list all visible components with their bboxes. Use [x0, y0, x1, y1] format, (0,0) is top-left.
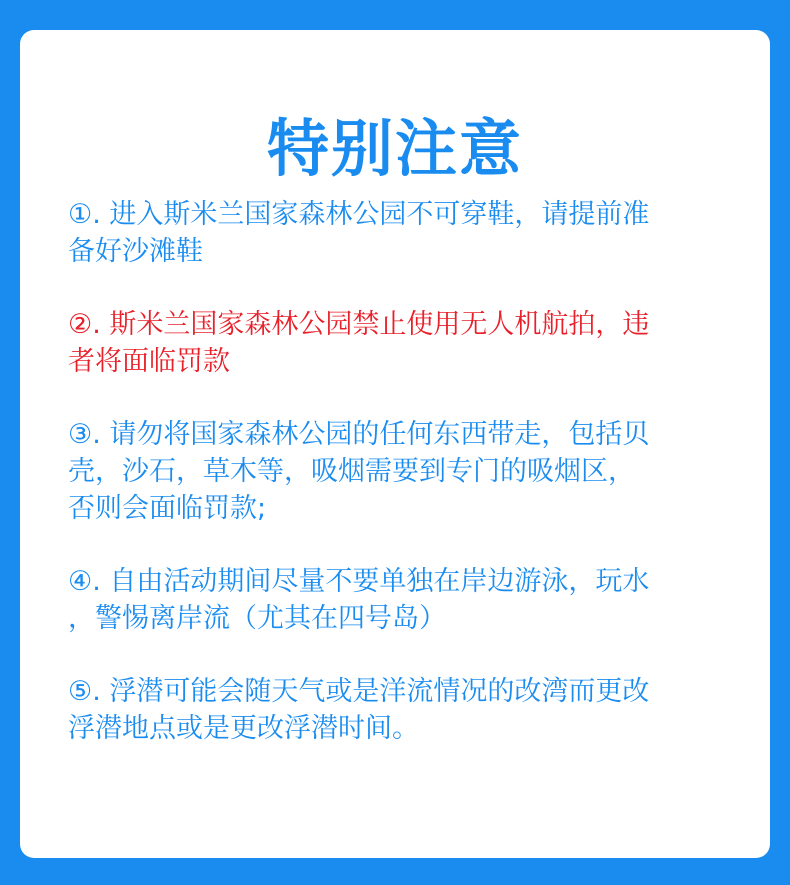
- notice-item-3: [68, 416, 738, 527]
- notice-item-2: [68, 306, 738, 380]
- notice-line: ②. 斯米兰国家森林公园禁止使用无人机航拍，违: [68, 309, 650, 340]
- notice-line: ⑤. 浮潜可能会随天气或是洋流情况的改湾而更改: [68, 676, 650, 707]
- page-title: 特别注意: [266, 112, 523, 185]
- notice-card: [20, 30, 770, 858]
- notice-line: 备好沙滩鞋: [68, 236, 203, 267]
- notice-item-1: [68, 196, 738, 270]
- notice-line: ③. 请勿将国家森林公园的任何东西带走，包括贝: [68, 419, 650, 450]
- notice-line: 者将面临罚款: [68, 346, 230, 377]
- notice-item-5: [68, 673, 738, 747]
- notice-line: 壳，沙石，草木等，吸烟需要到专门的吸烟区，: [68, 456, 635, 487]
- notice-line: 否则会面临罚款;: [68, 493, 267, 524]
- notice-line: ④. 自由活动期间尽量不要单独在岸边游泳，玩水: [68, 566, 650, 597]
- notice-line: ，警惕离岸流（尤其在四号岛）: [68, 603, 446, 634]
- notice-line: 浮潜地点或是更改浮潜时间。: [68, 713, 419, 744]
- notice-item-4: [68, 563, 738, 637]
- notice-line: ①. 进入斯米兰国家森林公园不可穿鞋，请提前准: [68, 199, 650, 230]
